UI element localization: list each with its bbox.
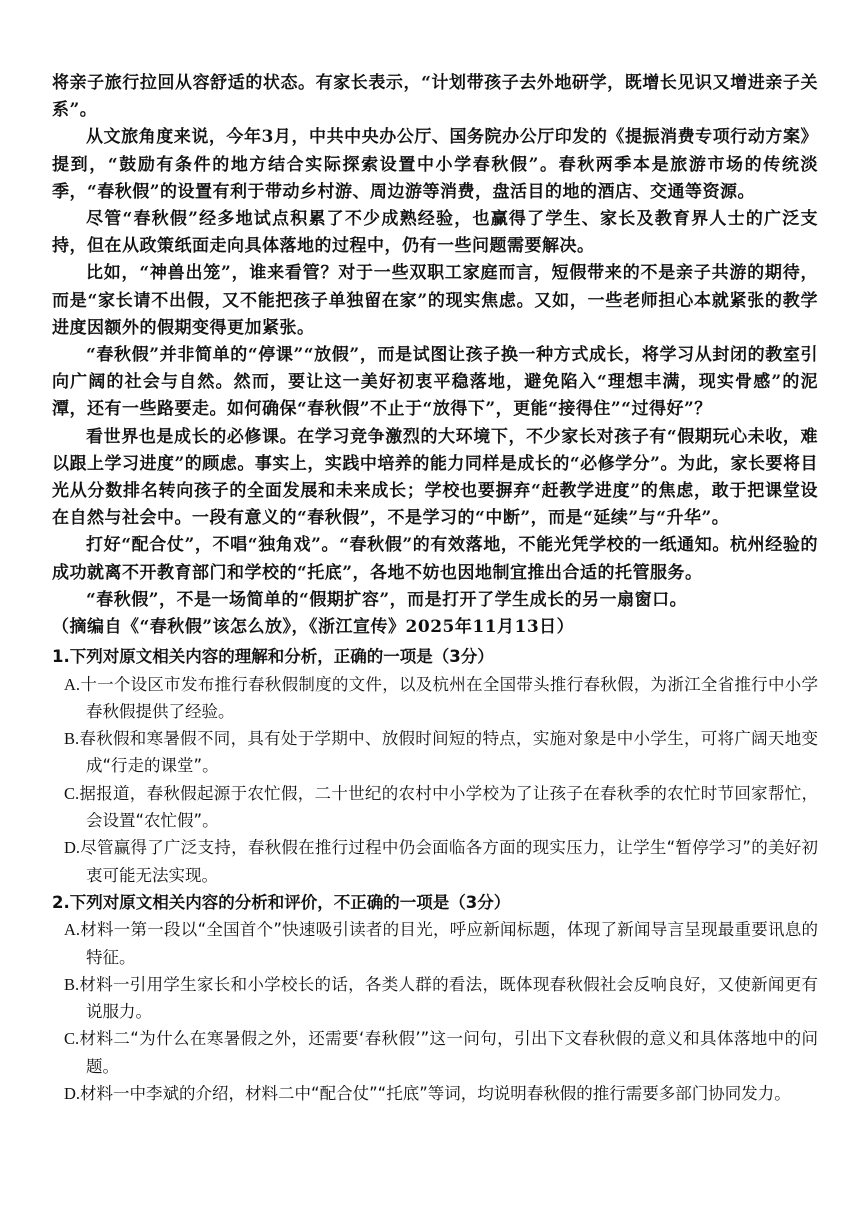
question-1-option-c[interactable] <box>52 780 818 835</box>
question-2-option-d[interactable] <box>52 1080 818 1107</box>
option-letter: D. <box>64 838 81 858</box>
article-paragraph-8: “春秋假”，不是一场简单的“假期扩容”，而是打开了学生成长的另一扇窗口。 <box>86 589 688 610</box>
question-1-option-b[interactable] <box>52 725 818 780</box>
article-paragraph-4: 比如，“神兽出笼”，谁来看管？对于一些双职工家庭而言，短假带来的不是亲子共游的期待，而是“家长请不出假，又不能把孩子单独留在家”的现实焦虑。又如，一些老师担心本就紧张的教学进度因额外的假期变得更加紧张。 <box>52 263 818 338</box>
article-source: （摘编自《“春秋假”该怎么放》，《浙江宣传》2025年11月13日） <box>52 617 575 638</box>
option-text: 十一个设区市发布推行春秋假制度的文件，以及杭州在全国带头推行春秋假，为浙江全省推行中小学春秋假提供了经验。 <box>80 674 818 721</box>
option-letter: B. <box>64 729 80 749</box>
question-stem: 1.下列对原文相关内容的理解和分析，正确的一项是（3分） <box>52 647 494 667</box>
option-text: 材料二“为什么在寒暑假之外，还需要‘春秋假’”这一问句，引出下文春秋假的意义和具体落地中的问题。 <box>79 1029 818 1076</box>
article-paragraph-3: 尽管“春秋假”经多地试点积累了不少成熟经验，也赢得了学生、家长及教育界人士的广泛支持，但在从政策纸面走向具体落地的过程中，仍有一些问题需要解决。 <box>52 209 818 257</box>
question-2 <box>52 889 818 1107</box>
option-text: 春秋假和寒暑假不同，具有处于学期中、放假时间短的特点，实施对象是中小学生，可将广阔天地变成“行走的课堂”。 <box>79 729 818 776</box>
option-text: 据报道，春秋假起源于农忙假，二十世纪的农村中小学校为了让孩子在春秋季的农忙时节回家帮忙，会设置“农忙假”。 <box>79 783 818 831</box>
reading-article <box>52 70 818 641</box>
option-letter: A. <box>64 920 81 940</box>
option-text: 尽管赢得了广泛支持，春秋假在推行过程中仍会面临各方面的现实压力，让学生“暂停学习”的美好初衷可能无法实现。 <box>80 838 818 885</box>
article-paragraph-2: 从文旅角度来说，今年3月，中共中央办公厅、国务院办公厅印发的《提振消费专项行动方案》提到，“鼓励有条件的地方结合实际探索设置中小学春秋假”。春秋两季本是旅游市场的传统淡季，“春秋假”的设置有利于带动乡村游、周边游等消费，盘活目的地的酒店、交通等资源。 <box>52 127 818 202</box>
article-paragraph-5: “春秋假”并非简单的“停课”“放假”，而是试图让孩子换一种方式成长，将学习从封闭的教室引向广阔的社会与自然。然而，要让这一美好初衷平稳落地，避免陷入“理想丰满，现实骨感”的泥潭，还有一些路要走。如何确保“春秋假”不止于“放得下”，更能“接得住”“过得好”？ <box>52 345 818 420</box>
question-stem: 2.下列对原文相关内容的分析和评价，不正确的一项是（3分） <box>52 892 511 912</box>
question-1 <box>52 643 818 889</box>
option-text: 材料一中李斌的介绍，材料二中“配合仗”“托底”等词，均说明春秋假的推行需要多部门协同发力。 <box>80 1084 791 1104</box>
option-letter: D. <box>64 1084 81 1104</box>
question-list <box>52 643 818 1107</box>
question-2-option-a[interactable] <box>52 916 818 971</box>
option-letter: C. <box>64 783 80 803</box>
option-letter: C. <box>64 1029 80 1049</box>
option-text: 材料一引用学生家长和小学校长的话，各类人群的看法，既体现春秋假社会反响良好，又使新闻更有说服力。 <box>79 974 818 1022</box>
question-1-option-a[interactable] <box>52 671 818 726</box>
article-paragraph-6: 看世界也是成长的必修课。在学习竞争激烈的大环境下，不少家长对孩子有“假期玩心未收，难以跟上学习进度”的顾虑。事实上，实践中培养的能力同样是成长的“必修学分”。为此，家长要将目光从分数排名转向孩子的全面发展和未来成长；学校也要摒弃“赶教学进度”的焦虑，敢于把课堂设在自然与社会中。一段有意义的“春秋假”，不是学习的“中断”，而是“延续”与“升华”。 <box>52 426 818 529</box>
option-letter: B. <box>64 974 80 994</box>
question-2-option-b[interactable] <box>52 971 818 1026</box>
question-2-option-c[interactable] <box>52 1025 818 1080</box>
article-paragraph-1: 将亲子旅行拉回从容舒适的状态。有家长表示，“计划带孩子去外地研学，既增长见识又增进亲子关系”。 <box>52 73 818 121</box>
option-text: 材料一第一段以“全国首个”快速吸引读者的目光，呼应新闻标题，体现了新闻导言呈现最重要讯息的特征。 <box>80 920 818 967</box>
article-paragraph-7: 打好“配合仗”，不唱“独角戏”。“春秋假”的有效落地，不能光凭学校的一纸通知。杭州经验的成功就离不开教育部门和学校的“托底”，各地不妨也因地制宜推出合适的托管服务。 <box>52 535 818 583</box>
option-letter: A. <box>64 674 81 694</box>
question-1-option-d[interactable] <box>52 834 818 889</box>
